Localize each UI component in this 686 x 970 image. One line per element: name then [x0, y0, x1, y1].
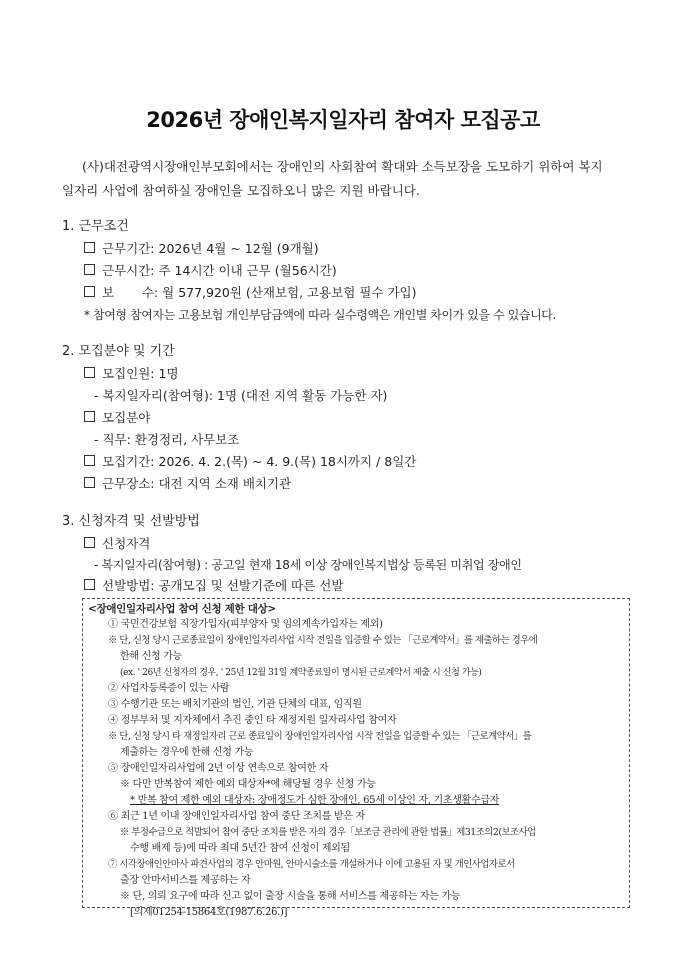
sub-item-text: - 직무: 환경정리, 사무보조: [94, 432, 240, 447]
sub-item-text: - 복지일자리(참여형): 1명 (대전 지역 활동 가능한 자): [94, 388, 388, 403]
notice-line: 출장 안마서비스를 제공하는 자: [120, 875, 251, 886]
section-heading-qualification: 3. 신청자격 및 선발방법: [62, 514, 200, 529]
checkbox-square-icon: [84, 264, 95, 275]
page-title: 2026년 장애인복지일자리 참여자 모집공고: [146, 108, 540, 132]
list-item: [84, 453, 416, 471]
list-item: [84, 409, 150, 427]
intro-line: (사)대전광역시장애인부모회에서는 장애인의 사회참여 확대와 소득보장을 도모하기 위하여 복지: [82, 159, 603, 174]
item-text: 근무기간: 2026년 4월 ~ 12월 (9개월): [102, 241, 319, 256]
list-item: [84, 262, 337, 280]
list-item: [84, 365, 179, 383]
notice-line: ④ 정부부처 및 지자체에서 추진 중인 타 재정지원 일자리사업 참여자: [108, 715, 397, 726]
list-item: [84, 240, 319, 258]
checkbox-square-icon: [84, 579, 95, 590]
notice-line: ※ 단, 신청 당시 타 재정일자리 근로 종료일이 장애인일자리사업 시작 전일을 입증할 수 있는 「근로계약서」를: [108, 731, 532, 742]
item-text: 모집분야: [102, 410, 151, 425]
item-text: 신청자격: [102, 536, 151, 551]
notice-line: ※ 부정수급으로 적발되어 참여 중단 조치를 받은 자의 경우「보조금 관리에 관한 법률」제31조의2(보조사업: [120, 827, 536, 838]
sub-item-text: - 복지일자리(참여형) : 공고일 현재 18세 이상 장애인복지법상 등록된 미취업 장애인: [94, 558, 522, 572]
notice-line: ③ 수행기관 또는 배치기관의 법인, 기관 단체의 대표, 임직원: [108, 699, 362, 710]
item-text: 보 수: 월 577,920원 (산재보험, 고용보험 필수 가입): [102, 285, 417, 300]
notice-line: ② 사업자등록증이 있는 사람: [108, 683, 230, 694]
checkbox-square-icon: [84, 411, 95, 422]
checkbox-square-icon: [84, 242, 95, 253]
intro-line: 일자리 사업에 참여하실 장애인을 모집하오니 많은 지원 바랍니다.: [62, 183, 420, 198]
notice-line: ※ 다만 반복참여 제한 예외 대상자*에 해당될 경우 신청 가능: [120, 779, 376, 790]
notice-line: (ex. ' 26년 신청자의 경우, ' 25년 12월 31일 계약종료일이 명시된 근로계약서 제출 시 신청 가능): [120, 668, 482, 678]
checkbox-square-icon: [84, 537, 95, 548]
intro-paragraph: [62, 155, 642, 203]
item-text: 선발방법: 공개모집 및 선발기준에 따른 선발: [102, 578, 344, 593]
notice-line: ⑦ 시각장애인안마사 파견사업의 경우 안마원, 안마시술소를 개설하거나 이에 고용된 자 및 개인사업자로서: [108, 859, 515, 870]
section-heading-recruitment: 2. 모집분야 및 기간: [62, 344, 175, 359]
notice-line: ⑥ 최근 1년 이내 장애인일자리사업 참여 중단 조치를 받은 자: [108, 811, 365, 822]
notice-heading: <장애인일자리사업 참여 신청 제한 대상>: [88, 603, 276, 615]
item-text: 근무장소: 대전 지역 소재 배치기관: [102, 476, 292, 491]
checkbox-square-icon: [84, 286, 95, 297]
section-heading-work-conditions: 1. 근무조건: [62, 219, 129, 234]
notice-line: ⑤ 장애인일자리사업에 2년 이상 연속으로 참여한 자: [108, 763, 329, 774]
note-text: * 참여형 참여자는 고용보험 개인부담금액에 따라 실수령액은 개인별 차이가 있을 수 있습니다.: [84, 308, 556, 322]
checkbox-square-icon: [84, 367, 95, 378]
notice-line-underlined: * 반복 참여 제한 예외 대상자: 장애정도가 심한 장애인, 65세 이상인 자, 기초생활수급자: [130, 795, 500, 806]
notice-line: 한해 신청 가능: [120, 651, 182, 662]
item-text: 모집기간: 2026. 4. 2.(목) ~ 4. 9.(목) 18시까지 / 8일간: [102, 454, 417, 469]
notice-line: 수행 배제 등)에 따라 최대 5년간 참여 신청이 제외됨: [130, 843, 350, 854]
notice-line: ※ 단, 의뢰 요구에 따라 신고 없이 출장 시술을 통해 서비스를 제공하는 자는 가능: [120, 891, 461, 902]
checkbox-square-icon: [84, 455, 95, 466]
list-item: [84, 577, 343, 595]
notice-line: ① 국민건강보험 직장가입자(피부양자 및 임의계속가입자는 제외): [108, 619, 383, 630]
item-text: 모집인원: 1명: [102, 366, 179, 381]
list-item: [84, 535, 150, 553]
list-item: [84, 475, 291, 493]
checkbox-square-icon: [84, 477, 95, 488]
list-item: [84, 284, 416, 302]
notice-line: [의제01254-15864호(1987.6.26.)]: [130, 907, 288, 918]
item-text: 근무시간: 주 14시간 이내 근무 (월56시간): [102, 263, 337, 278]
notice-line: ※ 단, 신청 당시 근로종료일이 장애인일자리사업 시작 전일을 입증할 수 있는 「근로계약서」를 제출하는 경우에: [108, 635, 538, 646]
notice-line: 제출하는 경우에 한해 신청 가능: [120, 747, 254, 758]
